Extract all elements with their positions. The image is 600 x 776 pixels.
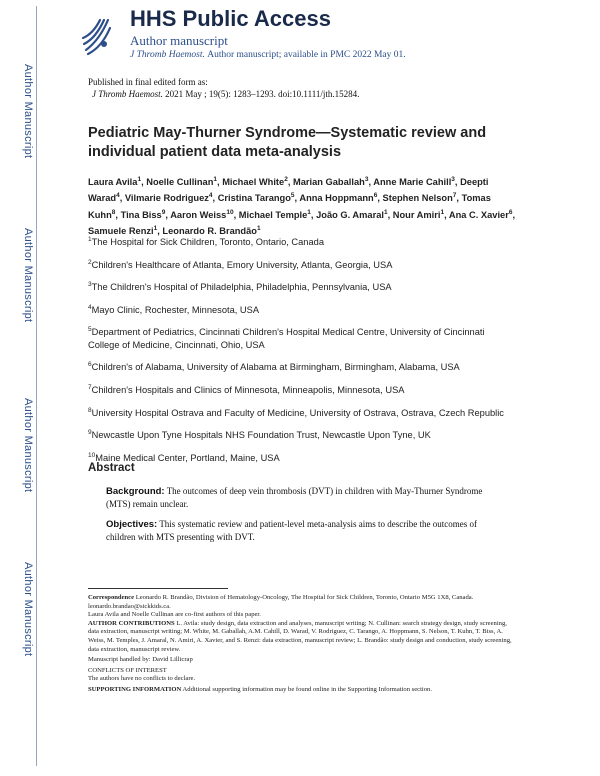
- hhs-eagle-logo-icon: [80, 14, 114, 58]
- affiliation-text: Maine Medical Center, Portland, Maine, USA: [95, 452, 280, 463]
- affiliation-number: 2: [88, 258, 92, 266]
- affiliation-number: 4: [88, 303, 92, 311]
- author-affiliation-marker: 3: [451, 176, 455, 183]
- affiliation-number: 7: [88, 384, 92, 392]
- author-affiliation-marker: 3: [364, 176, 369, 183]
- author-name: Stephen Nelson: [382, 193, 453, 204]
- author-name: Anna Hoppmann: [299, 193, 374, 204]
- correspondence-text: Leonardo R. Brandão, Division of Hematology-Oncology, The Hospital for Sick Children, Toronto, Ontario M5G 1X8, Canada. leonardo.brandao@sickkids.ca.: [88, 594, 474, 610]
- affiliation-number: 3: [88, 281, 92, 289]
- author-name: Vilmarie Rodriguez: [124, 193, 209, 204]
- author-affiliation-marker: 7: [452, 192, 457, 200]
- affiliation-number: 1: [88, 236, 92, 243]
- author-affiliation-marker: 1: [383, 208, 388, 216]
- affiliation-item: [88, 279, 518, 294]
- publication-info: [88, 76, 359, 100]
- author-name: João G. Amaral: [316, 209, 384, 220]
- footnotes: [88, 594, 513, 695]
- supporting-info-note: [88, 686, 513, 695]
- hhs-header: [80, 6, 580, 66]
- handled-by-note: Manuscript handled by: David Lillicrap: [88, 656, 193, 664]
- side-label-author-manuscript: Author Manuscript: [22, 64, 34, 159]
- author-affiliation-marker: 4: [208, 192, 213, 200]
- correspondence-note: [88, 594, 513, 611]
- cofirst-note: Laura Avila and Noelle Cullinan are co-first authors of this paper.: [88, 611, 261, 619]
- affiliation-text: Children's Hospitals and Clinics of Minnesota, Minneapolis, Minnesota, USA: [91, 385, 405, 396]
- abstract-objectives: [106, 518, 506, 543]
- article-title: Pediatric May-Thurner Syndrome—Systematic review and individual patient data meta-analysis: [88, 125, 487, 160]
- publication-details: 2021 May ; 19(5): 1283–1293. doi:10.1111/jth.15284.: [165, 89, 360, 99]
- affiliation-item: [88, 427, 518, 442]
- affiliation-text: The Hospital for Sick Children, Toronto, Ontario, Canada: [91, 237, 324, 248]
- affiliation-text: Mayo Clinic, Rochester, Minnesota, USA: [91, 304, 260, 315]
- affiliation-text: Department of Pediatrics, Cincinnati Children's Hospital Medical Centre, University of Cincinnati College of Medicine, Cincinnati, Ohio, USA: [88, 327, 485, 350]
- availability-citation: [130, 50, 406, 60]
- author-affiliation-marker: 1: [440, 208, 445, 216]
- author-affiliation-marker: 6: [508, 208, 513, 216]
- author-name: Marian Gaballah: [292, 177, 365, 188]
- affiliation-number: 10: [88, 451, 96, 459]
- author-name: Laura Avila: [88, 177, 138, 188]
- supporting-label: SUPPORTING INFORMATION: [88, 685, 182, 693]
- author-name: Noelle Cullinan: [146, 177, 214, 188]
- author-name: Anne Marie Cahill: [373, 177, 452, 188]
- affiliation-item: [88, 450, 518, 465]
- conflicts-label: CONFLICTS OF INTEREST: [88, 666, 167, 674]
- author-name: Tomas Kuhn: [88, 193, 491, 220]
- affiliation-number: 6: [88, 361, 92, 369]
- author-affiliation-marker: 4: [116, 192, 120, 200]
- affiliation-item: [88, 382, 518, 397]
- affiliation-item: [88, 359, 518, 374]
- author-manuscript-label: Author manuscript: [130, 33, 228, 48]
- author-contributions-note: [88, 620, 513, 654]
- supporting-text: Additional supporting information may be found online in the Supporting Information section.: [182, 685, 432, 693]
- affiliation-text: Children's Healthcare of Atlanta, Emory University, Atlanta, Georgia, USA: [91, 259, 393, 270]
- affiliation-text: Newcastle Upon Tyne Hospitals NHS Foundation Trust, Newcastle Upon Tyne, UK: [91, 430, 431, 441]
- contributions-label: AUTHOR CONTRIBUTIONS: [88, 619, 175, 627]
- affiliation-item: [88, 234, 518, 249]
- objectives-text: This systematic review and patient-level meta-analysis aims to describe the outcomes of children with MTS presenting with DVT.: [106, 519, 477, 542]
- background-text: The outcomes of deep vein thrombosis (DVT) in children with May-Thurner Syndrome (MTS) remain unclear.: [106, 486, 483, 509]
- affiliation-item: [88, 257, 518, 272]
- author-name: Leonardo R. Brandão: [162, 225, 257, 236]
- side-label-author-manuscript: Author Manuscript: [22, 562, 34, 657]
- affiliation-number: 5: [88, 326, 92, 334]
- author-affiliation-marker: 1: [256, 224, 261, 232]
- publication-journal: J Thromb Haemost.: [92, 89, 163, 99]
- author-name: Deepti Warad: [88, 177, 489, 204]
- author-name: Aaron Weiss: [170, 209, 227, 220]
- author-affiliation-marker: 2: [284, 176, 288, 183]
- author-affiliation-marker: 10: [226, 208, 234, 216]
- author-name: Michael Temple: [238, 209, 308, 220]
- author-affiliation-marker: 1: [137, 176, 142, 183]
- author-affiliation-marker: 9: [161, 208, 166, 216]
- affiliation-number: 9: [88, 429, 92, 437]
- author-name: Cristina Tarango: [217, 193, 291, 204]
- background-label: Background:: [106, 486, 165, 497]
- footnote-divider: [88, 588, 228, 589]
- side-divider: [36, 6, 37, 766]
- affiliation-item: [88, 324, 518, 351]
- citation-availability: Author manuscript; available in PMC 2022 May 01.: [207, 50, 406, 60]
- author-affiliation-marker: 1: [213, 176, 218, 183]
- published-as-label: Published in final edited form as:: [88, 77, 208, 87]
- author-affiliation-marker: 6: [373, 192, 378, 200]
- author-name: Michael White: [222, 177, 285, 188]
- abstract-background: [106, 485, 506, 510]
- side-label-author-manuscript: Author Manuscript: [22, 398, 34, 493]
- author-list: Laura Avila$^1$, Noelle Cullinan$^1$, Michael White$^2$, Marian Gaballah$^3$, Anne Marie Cahill$^3$, Deepti Warad$^4$, Vilmarie Rodriguez$^4$, Cristina Tarango$^5$, Anna Hoppmann$^6$, Stephen Nelson$^7$, Tomas Kuhn$^8$, Tina Biss$^9$, Aaron Weiss$^{10}$, Michael Temple$^1$, João G. Amaral$^1$, Nour Amiri$^1$, Ana C. Xavier$^6$, Samuele Renzi$^1$, Leonardo R. Brandão$^1$: [88, 176, 516, 236]
- affiliation-number: 8: [88, 406, 92, 414]
- affiliation-text: University Hospital Ostrava and Faculty of Medicine, University of Ostrava, Ostrava, Czech Republic: [91, 407, 504, 418]
- author-name: Samuele Renzi: [88, 225, 154, 236]
- author-affiliation-marker: 5: [290, 192, 295, 200]
- side-label-author-manuscript: Author Manuscript: [22, 228, 34, 323]
- affiliation-list: [88, 234, 518, 472]
- conflicts-text: The authors have no conflicts to declare.: [88, 675, 196, 683]
- author-affiliation-marker: 8: [111, 208, 116, 216]
- affiliation-text: The Children's Hospital of Philadelphia, Philadelphia, Pennsylvania, USA: [91, 282, 392, 293]
- citation-journal: J Thromb Haemost.: [130, 50, 205, 60]
- author-name: Nour Amiri: [392, 209, 441, 220]
- objectives-label: Objectives:: [106, 519, 158, 530]
- affiliation-item: [88, 405, 518, 420]
- correspondence-label: Correspondence: [88, 594, 135, 601]
- author-name: Tina Biss: [120, 209, 162, 220]
- contributions-text: L. Avila: study design, data extraction and analyses, manuscript writing; N. Cullinan: search strategy design, study screening, data extraction, manuscript writing; M. White, M. Gaballah, A.M. Cahill, D. Warad, V. Rodriguez, C. Tarango, A. Hoppmann, S. Nelson, T. Kuhn, T. Biss, A. Weiss, M. Temples, J. Amaral, N. Amiri, A. Xavier, and S. Renzi: data extraction, manuscript review; L. Brandão: study design and conduction, study screening, data extraction, manuscript review.: [88, 619, 512, 653]
- author-affiliation-marker: 1: [307, 208, 311, 216]
- affiliation-text: Children's of Alabama, University of Alabama at Birmingham, Birmingham, Alabama, USA: [91, 362, 460, 373]
- hhs-title: HHS Public Access: [130, 6, 331, 31]
- author-affiliation-marker: 1: [153, 224, 158, 232]
- abstract-heading: Abstract: [88, 462, 135, 474]
- affiliation-item: [88, 302, 518, 317]
- author-name: Ana C. Xavier: [448, 209, 509, 220]
